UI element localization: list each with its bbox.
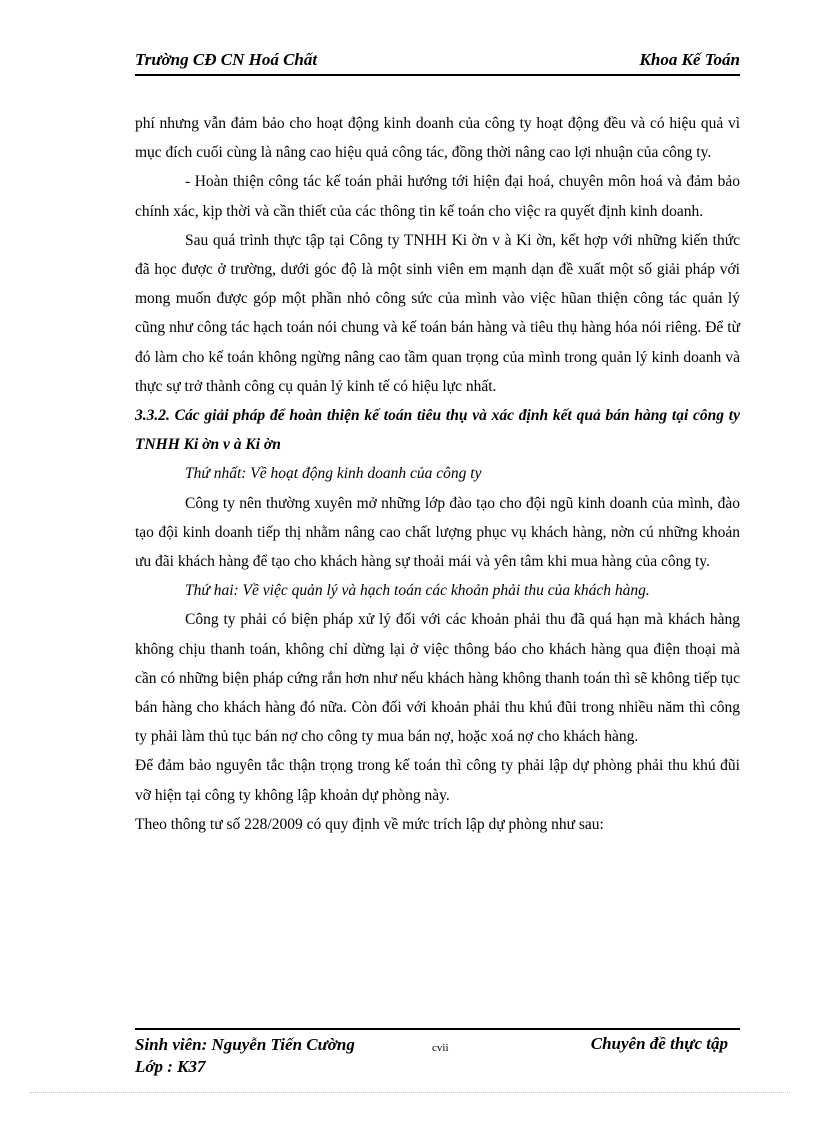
- student-info: [135, 1034, 355, 1078]
- student-name: Sinh viên: Nguyễn Tiến Cường: [135, 1035, 355, 1054]
- paragraph: Theo thông tư số 228/2009 có quy định về mức trích lập dự phòng như sau:: [135, 815, 604, 833]
- page-bottom-edge: [30, 1092, 790, 1093]
- paragraph: Sau quá trình thực tập tại Công ty TNHH Ki ờn v à Ki ờn, kết hợp với những kiến thức đã học được ở trường, dưới góc độ là một sinh viên em mạnh dạn đề xuất một số giải pháp với mong muốn được góp một phần nhỏ công sức của mình vào việc hũan thiện công tác quản lý cũng như công tác hạch toán nói chung và kế toán bán hàng và tiêu thụ hàng hóa nói riêng. Để từ đó làm cho kế toán không ngừng nâng cao tầm quan trọng của mình trong quản lý kinh doanh và thực sự trở thành công cụ quản lý kinh tế có hiệu lực nhất.: [135, 231, 740, 395]
- document-body: [135, 109, 740, 839]
- subheading: Thứ nhất: Về hoạt động kinh doanh của công ty: [185, 465, 482, 483]
- paragraph: phí nhưng vẫn đảm bảo cho hoạt động kinh doanh của công ty hoạt động đều và có hiệu quả vì mục đích cuối cùng là nâng cao hiệu quả công tác, đồng thời nâng cao lợi nhuận của công ty.: [135, 115, 740, 162]
- school-name: Trường CĐ CN Hoá Chất: [135, 50, 318, 69]
- subheading: Thứ hai: Về việc quản lý và hạch toán các khoản phải thu của khách hàng.: [185, 582, 650, 600]
- paragraph: Công ty nên thường xuyên mở những lớp đào tạo cho đội ngũ kinh doanh của mình, đào tạo đội kinh doanh tiếp thị nhằm nâng cao chất lượng phục vụ khách hàng, nờn cú những khoản ưu đãi khách hàng để tạo cho khách hàng sự thoải mái và yên tâm khi mua hàng của công ty.: [135, 494, 740, 571]
- paragraph: - Hoàn thiện công tác kế toán phải hướng tới hiện đại hoá, chuyên môn hoá và đảm bảo chính xác, kịp thời và cần thiết của các thông tin kế toán cho việc ra quyết định kinh doanh.: [135, 173, 740, 220]
- class-name: Lớp : K37: [135, 1057, 206, 1076]
- paragraph: Để đảm bảo nguyên tắc thận trọng trong kế toán thì công ty phải lập dự phòng phải thu khú đũi vỡ hiện tại công ty không lập khoản dự phòng này.: [135, 757, 740, 804]
- department-name: Khoa Kế Toán: [639, 50, 740, 69]
- page-number: cvii: [432, 1042, 449, 1054]
- page-footer: [135, 1028, 740, 1080]
- report-topic: Chuyên đề thực tập: [590, 1034, 728, 1053]
- page-header: [135, 48, 740, 76]
- paragraph: Công ty phải có biện pháp xử lý đối với các khoản phải thu đã quá hạn mà khách hàng không chịu thanh toán, không chỉ dừng lại ở việc thông báo cho khách hàng qua điện thoại mà cần có những biện pháp cứng rắn hơn như nếu khách hàng không thanh toán thì sẽ không tiếp tục bán hàng cho khách hàng đó nữa. Còn đối với khoản phải thu khú đũi trong nhiều năm thì công ty phải làm thủ tục bán nợ cho công ty mua bán nợ, hoặc xoá nợ cho khách hàng.: [135, 611, 740, 746]
- section-heading: 3.3.2. Các giải pháp để hoàn thiện kế toán tiêu thụ và xác định kết quả bán hàng tại công ty TNHH Ki ờn v à Ki ờn: [135, 407, 740, 454]
